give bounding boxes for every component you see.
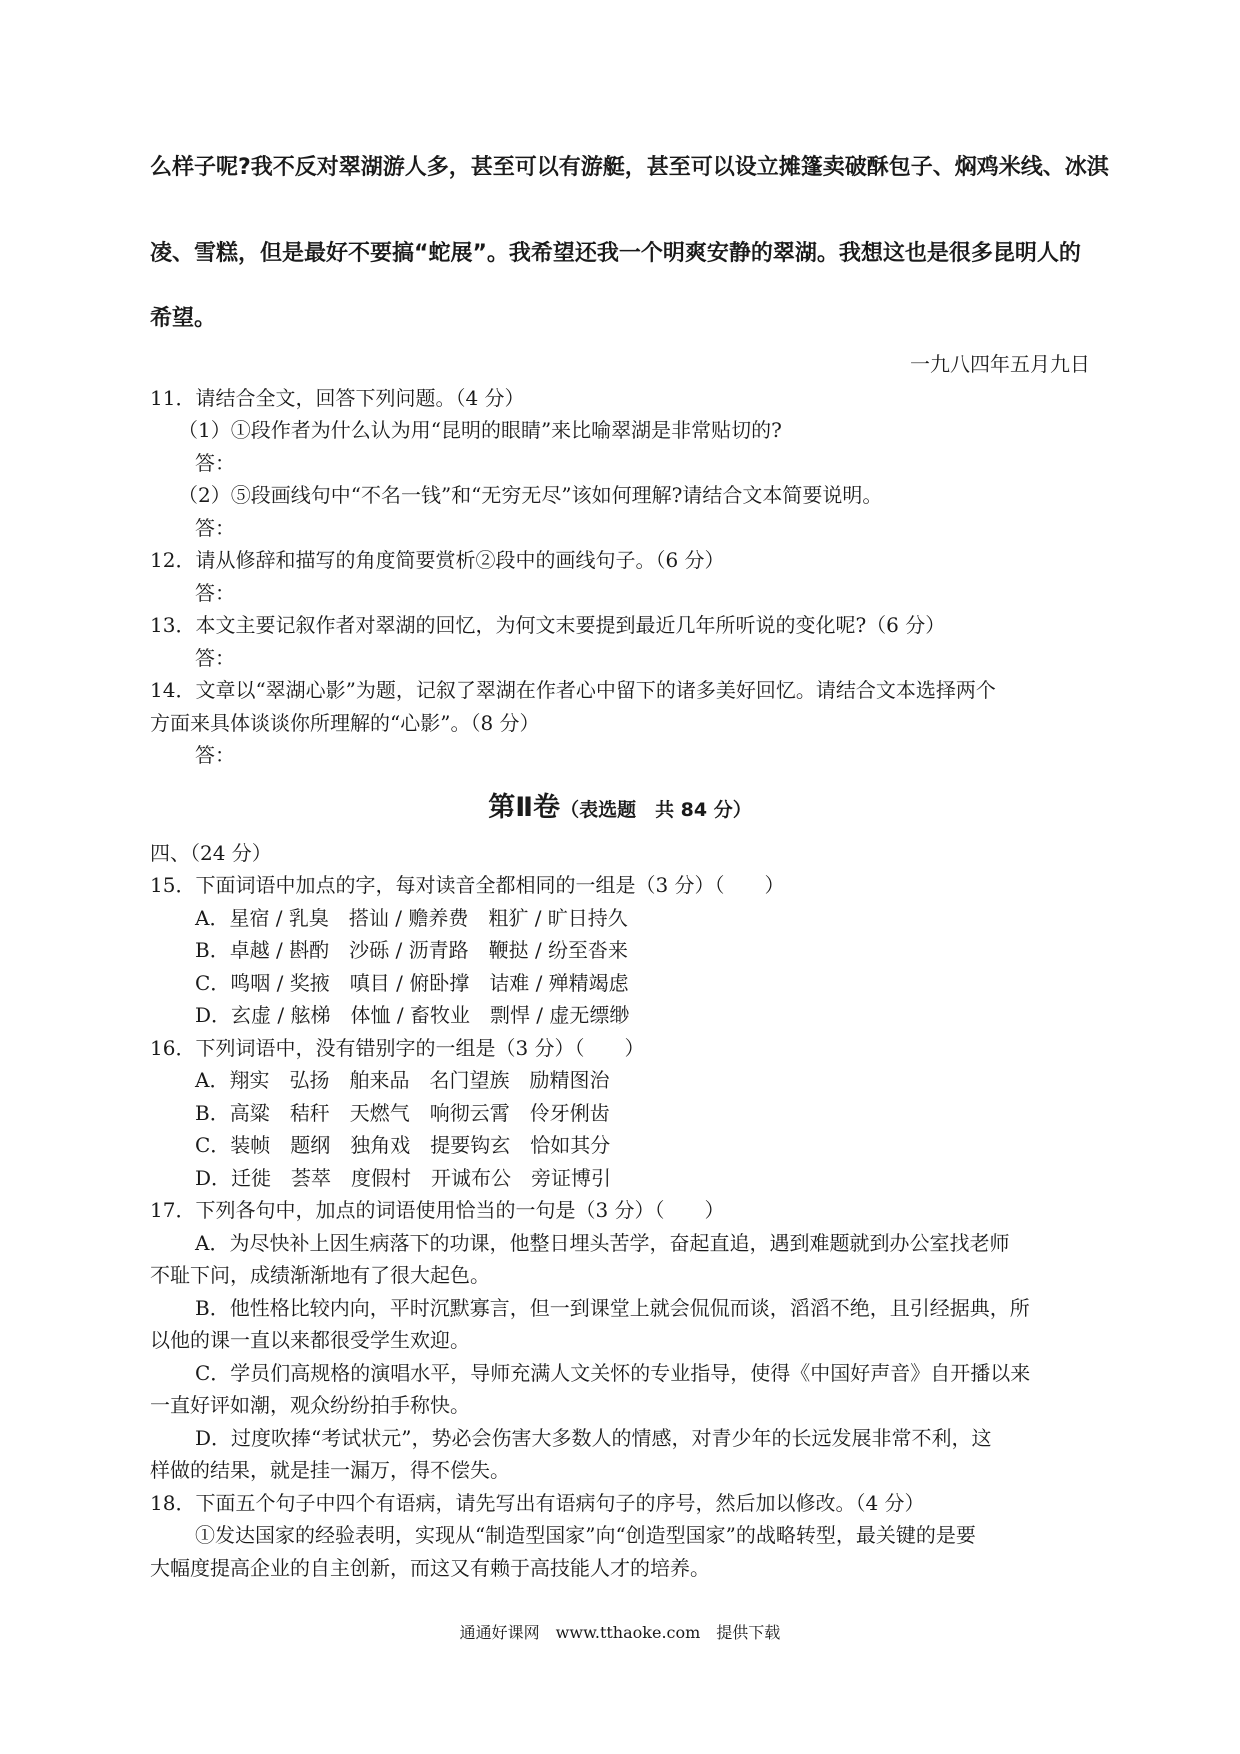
- question-11-sub2: （2）⑤段画线句中“不名一钱”和“无穷无尽”该如何理解?请结合文本简要说明。: [178, 483, 883, 507]
- option-c: C．学员们高规格的演唱水平，导师充满人文关怀的专业指导，使得《中国好声音》自开播以来: [195, 1361, 1031, 1385]
- option-c: C．装帧 题纲 独角戏 提要钩玄 恰如其分: [195, 1133, 611, 1157]
- passage-line: 么样子呢?我不反对翠湖游人多，甚至可以有游艇，甚至可以设立摊篷卖破酥包子、焖鸡米线、冰淇: [150, 155, 1109, 180]
- passage-date: 一九八四年五月九日: [910, 352, 1090, 376]
- part-label: 四、（24 分）: [150, 841, 272, 865]
- section-title-main: 第Ⅱ卷: [488, 792, 561, 823]
- option-c-cont: 一直好评如潮，观众纷纷拍手称快。: [150, 1393, 470, 1417]
- sentence-1: ①发达国家的经验表明，实现从“制造型国家”向“创造型国家”的战略转型，最关键的是要: [195, 1523, 976, 1547]
- option-d: D．迁徙 荟萃 度假村 开诚布公 旁证博引: [195, 1166, 612, 1190]
- passage-line: 凌、雪糕，但是最好不要搞“蛇展”。我希望还我一个明爽安静的翠湖。我想这也是很多昆明人的: [150, 241, 1081, 266]
- answer-label: 答：: [195, 516, 235, 540]
- answer-label: 答：: [195, 743, 235, 767]
- option-b-cont: 以他的课一直以来都很受学生欢迎。: [150, 1328, 470, 1352]
- option-c: C．鸣咽 / 奖掖 嗔目 / 俯卧撑 诘难 / 殚精竭虑: [195, 971, 629, 995]
- section-title-sub: （表选题 共 84 分）: [560, 799, 752, 821]
- question-11-stem: 11．请结合全文，回答下列问题。（4 分）: [150, 386, 525, 410]
- option-a: A．翔实 弘扬 舶来品 名门望族 励精图治: [195, 1068, 610, 1092]
- answer-label: 答：: [195, 581, 235, 605]
- option-b: B．高粱 秸秆 天燃气 响彻云霄 伶牙俐齿: [195, 1101, 610, 1125]
- option-a: A．星宿 / 乳臭 搭讪 / 赡养费 粗犷 / 旷日持久: [195, 906, 628, 930]
- sentence-1-cont: 大幅度提高企业的自主创新，而这又有赖于高技能人才的培养。: [150, 1556, 710, 1580]
- answer-label: 答：: [195, 646, 235, 670]
- question-11-sub1: （1）①段作者为什么认为用“昆明的眼睛”来比喻翠湖是非常贴切的?: [178, 418, 782, 442]
- question-16-stem: 16．下列词语中，没有错别字的一组是（3 分）（ ）: [150, 1036, 645, 1060]
- option-a: A．为尽快补上因生病落下的功课，他整日埋头苦学，奋起直追，遇到难题就到办公室找老师: [195, 1231, 1010, 1255]
- option-d: D．过度吹捧“考试状元”，势必会伤害大多数人的情感，对青少年的长远发展非常不利，这: [195, 1426, 992, 1450]
- footer-credit: 通通好课网 www.tthaoke.com 提供下载: [459, 1623, 781, 1642]
- option-d: D．玄虚 / 舷梯 体恤 / 畜牧业 剽悍 / 虚无缥缈: [195, 1003, 630, 1027]
- passage-line: 希望。: [150, 306, 217, 331]
- option-b: B．他性格比较内向，平时沉默寡言，但一到课堂上就会侃侃而谈，滔滔不绝，且引经据典，所: [195, 1296, 1030, 1320]
- option-d-cont: 样做的结果，就是挂一漏万，得不偿失。: [150, 1458, 510, 1482]
- question-13-stem: 13．本文主要记叙作者对翠湖的回忆，为何文末要提到最近几年所听说的变化呢?（6 分）: [150, 613, 946, 637]
- option-a-cont: 不耻下问，成绩渐渐地有了很大起色。: [150, 1263, 490, 1287]
- section-title: [0, 785, 1240, 824]
- question-17-stem: 17．下列各句中，加点的词语使用恰当的一句是（3 分）（ ）: [150, 1198, 725, 1222]
- answer-label: 答：: [195, 451, 235, 475]
- question-15-stem: 15．下面词语中加点的字，每对读音全都相同的一组是（3 分）（ ）: [150, 873, 785, 897]
- question-18-stem: 18．下面五个句子中四个有语病，请先写出有语病句子的序号，然后加以修改。（4 分）: [150, 1491, 925, 1515]
- question-14-stem: 14．文章以“翠湖心影”为题，记叙了翠湖在作者心中留下的诸多美好回忆。请结合文本选择两个: [150, 678, 996, 702]
- question-12-stem: 12．请从修辞和描写的角度简要赏析②段中的画线句子。（6 分）: [150, 548, 725, 572]
- option-b: B．卓越 / 斟酌 沙砾 / 沥青路 鞭挞 / 纷至沓来: [195, 938, 629, 962]
- question-14-stem-cont: 方面来具体谈谈你所理解的“心影”。（8 分）: [150, 711, 540, 735]
